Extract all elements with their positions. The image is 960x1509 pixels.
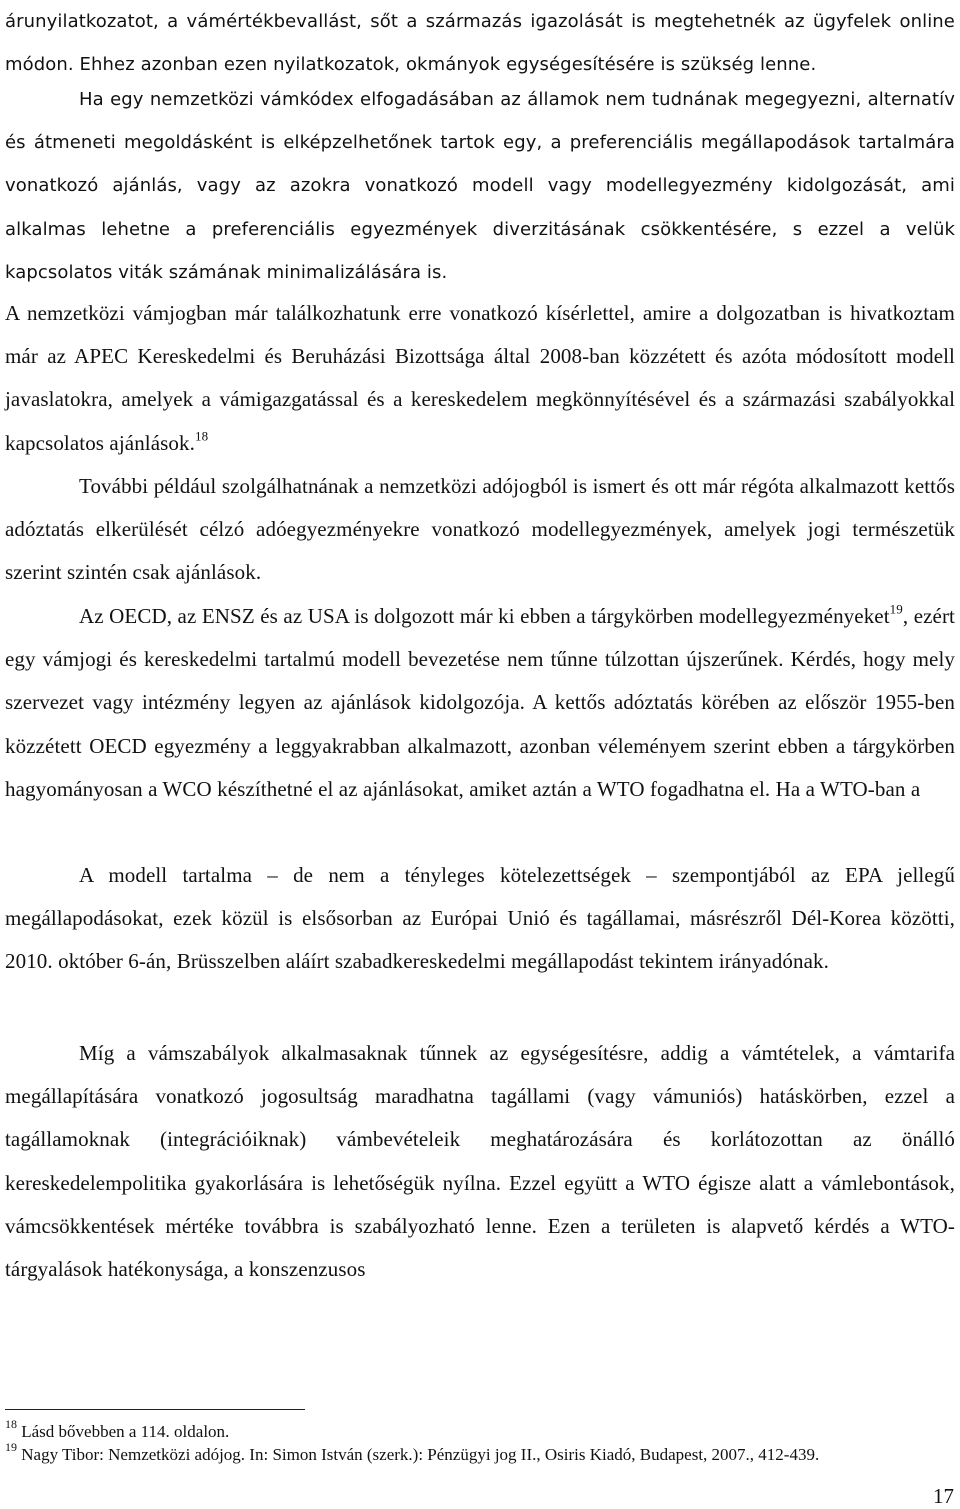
paragraph-6: A modell tartalma – de nem a tényleges kötelezettségek – szempontjából az EPA jellegű megállapodásokat, ezek közül is elsősorban az Európai Unió és tagállamai, másrészről Dél-Korea közötti, 2010. október 6-án, Brüsszelben aláírt szabadkereskedelmi megállapodást tekintem irányadónak.	[5, 863, 955, 974]
footnote-number: 18	[5, 1417, 17, 1431]
footnote-ref-19: 19	[889, 601, 903, 617]
paragraph-5-text-a: Az OECD, az ENSZ és az USA is dolgozott már ki ebben a tárgykörben modellegyezményeket	[79, 604, 890, 628]
footnote-19	[5, 1440, 955, 1466]
paragraph-3-text: A nemzetközi vámjogban már találkozhatunk erre vonatkozó kísérlettel, amire a dolgozatban is hivatkoztam már az APEC Kereskedelmi és Beruházási Bizottsága által 2008-ban közzétett és azóta módosított modell javaslatokra, amelyek a vámigazgatással és a kereskedelem megkönnyítésével és a származási szabályokkal kapcsolatos ajánlások.	[5, 301, 955, 455]
paragraph-5	[5, 595, 955, 811]
footnote-text: Lásd bővebben a 114. oldalon.	[21, 1422, 230, 1441]
footnote-text: Nagy Tibor: Nemzetközi adójog. In: Simon István (szerk.): Pénzügyi jog II., Osiris Kiadó, Budapest, 2007., 412-439.	[21, 1445, 820, 1464]
footnote-separator	[5, 1409, 305, 1410]
paragraph-5-text-b: , ezért egy vámjogi és kereskedelmi tartalmú modell bevezetése nem tűnne túlzottan újszerűnek. Kérdés, hogy mely szervezet vagy intézmény legyen az ajánlások kidolgozója. A kettős adóztatás körében az először 1955-ben közzétett OECD egyezmény a leggyakrabban alkalmazott, azonban véleményem szerint ebben a tárgykörben hagyományosan a WCO készíthetné el az ajánlásokat, amiket aztán a WTO fogadhatna el. Ha a WTO-ban a	[5, 604, 955, 801]
paragraph-2: Ha egy nemzetközi vámkódex elfogadásában az államok nem tudnának megegyezni, alternatív és átmeneti megoldásként is elképzelhetőnek tartok egy, a preferenciális megállapodások tartalmára vonatkozó ajánlás, vagy az azokra vonatkozó modell vagy modellegyezmény kidolgozását, ami alkalmas lehetne a preferenciális egyezmények diverzitásának csökkentésére, s ezzel a velük kapcsolatos viták számának minimalizálására is.	[5, 89, 955, 283]
paragraph-4: További például szolgálhatnának a nemzetközi adójogból is ismert és ott már régóta alkalmazott kettős adóztatás elkerülését célzó adóegyezményekre vonatkozó modellegyezmények, amelyek jogi természetük szerint szintén csak ajánlások.	[5, 474, 955, 585]
footnote-ref-18: 18	[194, 427, 209, 443]
paragraph-7: Míg a vámszabályok alkalmasaknak tűnnek az egységesítésre, addig a vámtételek, a vámtarifa megállapítására vonatkozó jogosultság maradhatna tagállami (vagy vámuniós) hatáskörben, ezzel a tagállamoknak (integrációiknak) vámbevételeik meghatározására és korlátozottan az önálló kereskedelempolitika gyakorlására is lehetőségük nyílna. Ezzel együtt a WTO égisze alatt a vámlebontások, vámcsökkentések mértéke továbbra is szabályozható lenne. Ezen a területen is alapvető kérdés a WTO-tárgyalások hatékonysága, a konszenzusos	[5, 1041, 955, 1282]
paragraph-3	[5, 292, 955, 465]
footnote-18	[5, 1417, 955, 1443]
paragraph-1: árunyilatkozatot, a vámértékbevallást, sőt a származás igazolását is megtehetnék az ügyfelek online módon. Ehhez azonban ezen nyilatkozatok, okmányok egységesítésére is szükség lenne.	[5, 11, 955, 76]
page-number: 17	[933, 1484, 954, 1508]
footnote-number: 19	[5, 1440, 17, 1454]
